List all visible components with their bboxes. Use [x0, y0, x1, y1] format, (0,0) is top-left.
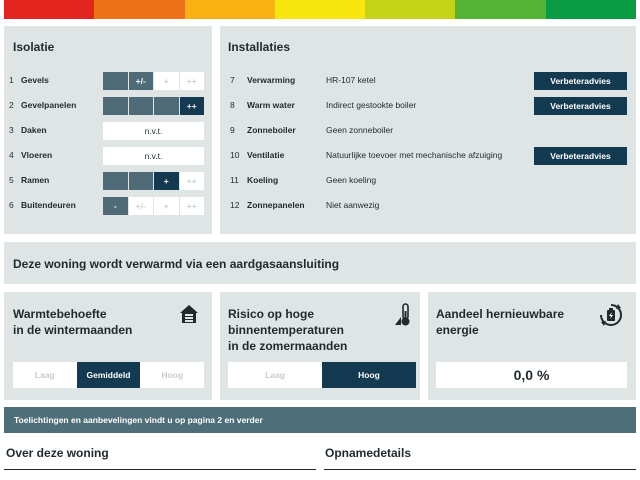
isolatie-scale-cell [154, 97, 179, 115]
aandeel-title-line2: energie [436, 323, 479, 337]
verbeteradvies-button[interactable]: Verbeteradvies [534, 97, 627, 115]
isolatie-row [8, 147, 208, 165]
risico-option: Laag [228, 362, 322, 388]
isolatie-row-number: 2 [9, 100, 14, 110]
installatie-row-number: 10 [230, 150, 240, 160]
opnamedetails-title: Opnamedetails [325, 446, 412, 460]
installatie-row-value: HR-107 ketel [326, 75, 376, 85]
aandeel-title-line1: Aandeel hernieuwbare [436, 307, 565, 321]
isolatie-scale-cell: + [154, 72, 179, 90]
isolatie-row-number: 3 [9, 125, 14, 135]
isolatie-not-applicable: n.v.t. [103, 147, 204, 165]
installatie-row-name: Koeling [247, 175, 279, 185]
energy-label-strip [4, 0, 636, 19]
isolatie-row [8, 122, 208, 140]
opnamedetails-rule [324, 469, 636, 470]
isolatie-scale-cell: + [154, 172, 179, 190]
aandeel-title [436, 306, 564, 338]
verbeteradvies-button[interactable]: Verbeteradvies [534, 147, 627, 165]
installatie-row-number: 9 [230, 125, 235, 135]
isolatie-scale-cell [103, 172, 128, 190]
installatie-row-name: Zonnepanelen [247, 200, 305, 210]
installatie-row-value: Geen koeling [326, 175, 377, 185]
isolatie-scale-cell: ++ [180, 72, 205, 90]
installatie-row-number: 8 [230, 100, 235, 110]
over-woning-title: Over deze woning [6, 446, 109, 460]
isolatie-scale-cell: ++ [180, 172, 205, 190]
isolatie-row-number: 1 [9, 75, 14, 85]
installatie-row [227, 172, 629, 190]
aandeel-value-box [436, 362, 627, 388]
isolatie-scale-cell [129, 97, 154, 115]
risico-scale [228, 362, 416, 388]
isolatie-scale [103, 72, 204, 90]
warmte-option: Laag [13, 362, 77, 388]
installatie-row-number: 11 [230, 175, 239, 185]
isolatie-row-name: Daken [21, 125, 47, 135]
renewable-energy-icon [598, 302, 624, 328]
isolatie-row-name: Gevelpanelen [21, 100, 77, 110]
installatie-row-name: Ventilatie [247, 150, 285, 160]
house-icon [178, 303, 200, 325]
isolatie-title: Isolatie [13, 40, 55, 54]
toelichting-banner [4, 407, 636, 433]
installatie-row-number: 7 [230, 75, 235, 85]
isolatie-scale-cell [103, 72, 128, 90]
installatie-row-name: Warm water [247, 100, 295, 110]
energy-label-segment [94, 0, 184, 19]
isolatie-row-name: Gevels [21, 75, 49, 85]
warmte-option: Gemiddeld [77, 362, 141, 388]
isolatie-scale [103, 172, 204, 190]
isolatie-not-applicable: n.v.t. [103, 122, 204, 140]
isolatie-row-name: Buitendeuren [21, 200, 76, 210]
banner-text: Toelichtingen en aanbevelingen vindt u op pagina 2 en verder [14, 415, 263, 425]
installatie-row-value: Niet aanwezig [326, 200, 380, 210]
isolatie-row [8, 172, 208, 190]
isolatie-scale [103, 97, 204, 115]
isolatie-row [8, 97, 208, 115]
thermometer-icon [393, 303, 415, 327]
energy-label-segment [365, 0, 455, 19]
energy-label-segment [455, 0, 545, 19]
over-woning-rule [4, 469, 316, 470]
installatie-row [227, 197, 629, 215]
installaties-title: Installaties [228, 40, 291, 54]
warmte-title-line1: Warmtebehoefte [13, 307, 107, 321]
risico-title-line2: binnentemperaturen [228, 323, 345, 337]
isolatie-scale-cell: +/- [129, 197, 154, 215]
installatie-row [227, 122, 629, 140]
installatie-row [227, 97, 629, 115]
installatie-row-name: Zonneboiler [247, 125, 296, 135]
isolatie-row [8, 197, 208, 215]
isolatie-row [8, 72, 208, 90]
warmte-scale [13, 362, 204, 388]
isolatie-row-number: 4 [9, 150, 14, 160]
isolatie-row-name: Ramen [21, 175, 50, 185]
energy-label-segment [275, 0, 365, 19]
isolatie-row-number: 6 [9, 200, 14, 210]
warmte-title-line2: in de wintermaanden [13, 323, 133, 337]
isolatie-scale-cell [103, 97, 128, 115]
aandeel-value: 0,0 % [513, 367, 550, 383]
isolatie-scale-cell: - [103, 197, 128, 215]
installatie-row-value: Indirect gestookte boiler [326, 100, 417, 110]
isolatie-scale-cell: ++ [180, 97, 205, 115]
installatie-row [227, 147, 629, 165]
risico-title-line3: in de zomermaanden [228, 339, 348, 353]
installatie-row-value: Natuurlijke toevoer met mechanische afzuiging [326, 150, 503, 160]
installatie-row-value: Geen zonneboiler [326, 125, 394, 135]
isolatie-row-number: 5 [9, 175, 14, 185]
installatie-row-number: 12 [230, 200, 240, 210]
installatie-row-name: Verwarming [247, 75, 296, 85]
isolatie-scale-cell: +/- [129, 72, 154, 90]
warmte-option: Hoog [140, 362, 204, 388]
risico-option: Hoog [322, 362, 416, 388]
energy-label-segment [185, 0, 275, 19]
risico-title-line1: Risico op hoge [228, 307, 315, 321]
isolatie-scale-cell [129, 172, 154, 190]
heating-text: Deze woning wordt verwarmd via een aardgasaansluiting [13, 257, 340, 271]
energy-label-segment [546, 0, 636, 19]
risico-title [228, 306, 347, 354]
isolatie-scale-cell: ++ [180, 197, 205, 215]
warmte-title [13, 306, 132, 338]
isolatie-scale [103, 197, 204, 215]
installatie-row [227, 72, 629, 90]
isolatie-scale-cell: + [154, 197, 179, 215]
energy-label-segment [4, 0, 94, 19]
verbeteradvies-button[interactable]: Verbeteradvies [534, 72, 627, 90]
isolatie-row-name: Vloeren [21, 150, 53, 160]
